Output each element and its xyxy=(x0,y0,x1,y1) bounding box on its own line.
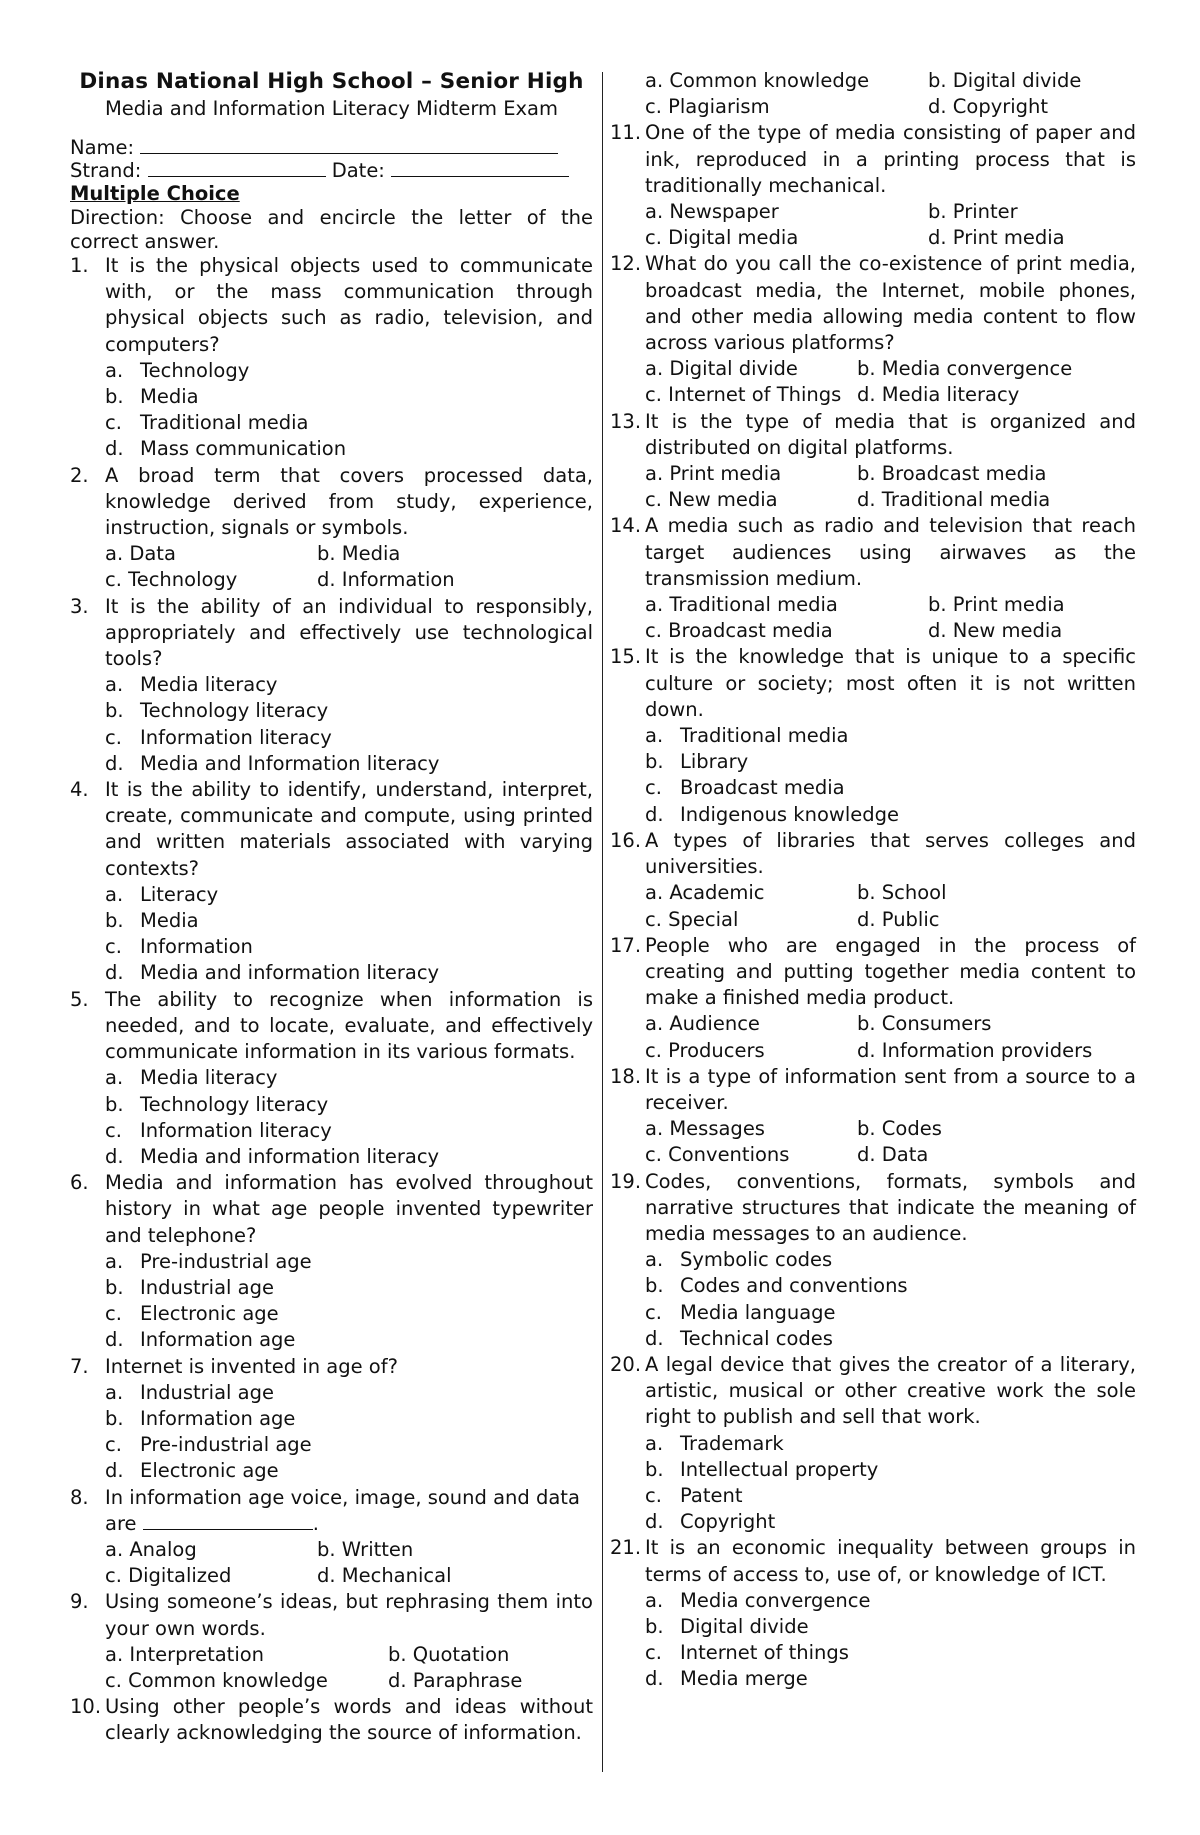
question-text: Using other people’s words and ideas without clearly acknowledging the source of information. xyxy=(105,1695,593,1745)
option[interactable]: d. Media and information literacy xyxy=(105,1144,440,1168)
question-text: What do you call the co-existence of print media, broadcast media, the Internet, mobile phones, and other media allowing media content to flow across various platforms? xyxy=(645,252,1136,355)
option[interactable]: c. Internet of things xyxy=(645,1641,849,1665)
option[interactable]: c. New media xyxy=(645,488,778,512)
question-text: A media such as radio and television that reach target audiences using airwaves as the transmission medium. xyxy=(645,514,1136,590)
option[interactable]: d. Media and information literacy xyxy=(105,961,440,985)
option[interactable]: d. Public xyxy=(857,907,940,931)
question-20: 20. A legal device that gives the creator of a literary, artistic, musical or other creative work the sole right to publish and sell that work. a. Trademark b. Intellectual property c. Patent d. Copyright xyxy=(610,1352,1136,1535)
option[interactable]: b. Written xyxy=(317,1537,414,1561)
question-text: Internet is invented in age of? xyxy=(105,1354,398,1378)
question-text: Codes, conventions, formats, symbols and narrative structures that indicate the meaning of media messages to an audience. xyxy=(645,1169,1136,1245)
question-text: It is the ability to identify, understand, interpret, create, communicate and compute, using printed and written materials associated with varying contexts? xyxy=(105,778,593,880)
option[interactable]: d. Traditional media xyxy=(857,488,1051,512)
question-text: It is the knowledge that is unique to a specific culture or society; most often it is not written down. xyxy=(645,645,1136,721)
question-16: 16. A types of libraries that serves colleges and universities. a. Academic b. School c. Special d. Public xyxy=(610,828,1136,933)
option[interactable]: d. Information providers xyxy=(857,1038,1093,1062)
option[interactable]: a. Literacy xyxy=(105,882,219,906)
option[interactable]: a. Data xyxy=(105,542,176,566)
option[interactable]: a. Messages xyxy=(645,1117,765,1141)
option[interactable]: a. Common knowledge xyxy=(645,69,870,92)
option[interactable]: d. Print media xyxy=(928,226,1065,250)
option[interactable]: d. Media and Information literacy xyxy=(105,751,440,775)
left-column xyxy=(70,68,593,1747)
question-19: 19. Codes, conventions, formats, symbols and narrative structures that indicate the meaning of media messages to an audience. a. Symbolic codes b. Codes and conventions c. Media language d. Technical codes xyxy=(610,1169,1136,1352)
option[interactable]: c. Information literacy xyxy=(105,725,332,749)
school-title: Dinas National High School – Senior High xyxy=(79,69,584,94)
right-column xyxy=(610,68,1136,1693)
question-text: It is a type of information sent from a source to a receiver. xyxy=(645,1064,1136,1114)
option[interactable]: d. Indigenous knowledge xyxy=(645,802,899,826)
option[interactable]: a. Media convergence xyxy=(645,1588,871,1612)
option[interactable]: a. Media literacy xyxy=(105,1066,278,1090)
option[interactable]: b. Printer xyxy=(928,200,1018,224)
question-text: People who are engaged in the process of creating and putting together media content to make a finished media product. xyxy=(645,933,1136,1010)
option[interactable]: b. Media xyxy=(105,909,199,933)
option[interactable]: b. Information age xyxy=(105,1406,296,1430)
option[interactable]: b. Codes xyxy=(857,1117,942,1141)
option[interactable]: c. Information literacy xyxy=(105,1118,332,1142)
question-11: 11. One of the type of media consisting of paper and ink, reproduced in a printing process that is traditionally mechanical. a. Newspaper b. Printer c. Digital media d. Print media xyxy=(610,120,1136,251)
option[interactable]: a. Trademark xyxy=(645,1431,784,1455)
option[interactable]: d. Mechanical xyxy=(317,1564,452,1588)
option[interactable]: b. Technology literacy xyxy=(105,699,329,723)
option[interactable]: d. Information xyxy=(317,568,455,592)
question-1: 1. It is the physical objects used to communicate with, or the mass communication through physical objects such as radio, television, and computers? a. Technology b. Media c. Traditional media d. Mass communication xyxy=(70,253,593,463)
question-17: 17. People who are engaged in the process of creating and putting together media content to make a finished media product. a. Audience b. Consumers c. Producers d. Information providers xyxy=(610,933,1136,1064)
section-title: Multiple Choice xyxy=(70,182,240,205)
question-text: A types of libraries that serves colleges and universities. xyxy=(645,828,1136,879)
option[interactable]: a. Academic xyxy=(645,881,765,905)
question-13: 13. It is the type of media that is organized and distributed on digital platforms. a. Print media b. Broadcast media c. New media d. Traditional media xyxy=(610,409,1136,514)
option[interactable]: b. Print media xyxy=(928,593,1065,617)
question-18: 18. It is a type of information sent from a source to a receiver. a. Messages b. Codes c. Conventions d. Data xyxy=(610,1064,1136,1169)
option[interactable]: d. Media merge xyxy=(645,1667,808,1691)
strand-blank[interactable] xyxy=(148,162,326,177)
option[interactable]: b. Digital divide xyxy=(645,1614,809,1638)
option[interactable]: c. Special xyxy=(645,907,739,931)
option[interactable]: b. Media convergence xyxy=(857,357,1073,381)
question-15: 15. It is the knowledge that is unique to a specific culture or society; most often it is not written down. a. Traditional media b. Library c. Broadcast media d. Indigenous knowledge xyxy=(610,644,1136,827)
date-blank[interactable] xyxy=(391,162,569,177)
option[interactable]: a. Print media xyxy=(645,462,782,486)
option[interactable]: a. Analog xyxy=(105,1537,197,1561)
option[interactable]: a. Media literacy xyxy=(105,673,278,697)
option[interactable]: c. Digital media xyxy=(645,226,799,250)
question-6: 6. Media and information has evolved throughout history in what age people invented typewriter and telephone? a. Pre-industrial age b. Industrial age c. Electronic age d. Information age xyxy=(70,1170,593,1353)
question-text: It is an economic inequality between groups in terms of access to, use of, or knowledge of ICT. xyxy=(645,1536,1136,1586)
exam-title: Media and Information Literacy Midterm Exam xyxy=(104,97,558,120)
option[interactable]: b. Codes and conventions xyxy=(645,1274,908,1298)
option[interactable]: b. School xyxy=(857,881,947,905)
question-10-options xyxy=(610,68,1136,120)
option[interactable]: a. Traditional media xyxy=(645,724,849,748)
option[interactable]: a. Audience xyxy=(645,1012,760,1036)
strand-date-field: Strand: Date: xyxy=(70,159,593,182)
question-text: A legal device that gives the creator of a literary, artistic, musical or other creative work the sole right to publish and sell that work. xyxy=(645,1352,1136,1429)
option[interactable]: b. Library xyxy=(645,750,749,774)
question-text: It is the type of media that is organized and distributed on digital platforms. xyxy=(645,409,1136,459)
question-text: A broad term that covers processed data, knowledge derived from study, experience, instruction, signals or symbols. xyxy=(105,463,593,540)
option[interactable]: d. New media xyxy=(928,619,1063,643)
option[interactable]: a. Traditional media xyxy=(645,593,838,617)
option[interactable]: c. Common knowledge xyxy=(105,1668,328,1692)
option[interactable]: a. Symbolic codes xyxy=(645,1248,833,1272)
option[interactable]: d. Media literacy xyxy=(857,383,1020,407)
option[interactable]: d. Data xyxy=(857,1143,929,1167)
option[interactable]: c. Pre-industrial age xyxy=(105,1433,312,1457)
option[interactable]: c. Electronic age xyxy=(105,1302,279,1326)
option[interactable]: a. Digital divide xyxy=(645,357,798,381)
question-text: It is the physical objects used to communicate with, or the mass communication through physical objects such as radio, television, and computers? xyxy=(105,254,593,356)
option[interactable]: c. Information xyxy=(105,935,253,959)
question-12: 12. What do you call the co-existence of print media, broadcast media, the Internet, mobile phones, and other media allowing media content to flow across various platforms? a. Digital divide b. Media convergence c. Internet of Things d. Media literacy xyxy=(610,251,1136,408)
column-divider xyxy=(602,72,603,1772)
option[interactable]: d. Copyright xyxy=(645,1510,776,1534)
question-text: It is the ability of an individual to responsibly, appropriately and effectively use technological tools? xyxy=(105,594,593,671)
option[interactable]: d. Information age xyxy=(105,1328,296,1352)
name-blank[interactable] xyxy=(140,139,558,154)
option[interactable]: a. Pre-industrial age xyxy=(105,1249,312,1273)
question-21: 21. It is an economic inequality between groups in terms of access to, use of, or knowledge of ICT. a. Media convergence b. Digital divide c. Internet of things d. Media merge xyxy=(610,1535,1136,1692)
option[interactable]: d. Copyright xyxy=(928,95,1049,119)
option[interactable]: c. Media language xyxy=(645,1300,836,1324)
answer-blank[interactable] xyxy=(143,1515,313,1530)
option[interactable]: d. Technical codes xyxy=(645,1326,833,1350)
option[interactable]: b. Quotation xyxy=(388,1642,510,1666)
option[interactable]: b. Intellectual property xyxy=(645,1457,879,1481)
option[interactable]: b. Broadcast media xyxy=(857,462,1047,486)
option[interactable]: c. Plagiarism xyxy=(645,95,770,119)
option[interactable]: d. Electronic age xyxy=(105,1459,279,1483)
option[interactable]: c. Technology xyxy=(105,568,238,592)
option[interactable]: c. Internet of Things xyxy=(645,383,842,407)
option[interactable]: b. Technology literacy xyxy=(105,1092,329,1116)
question-text: The ability to recognize when information is needed, and to locate, evaluate, and effectively communicate information in its various formats. xyxy=(105,987,593,1064)
direction-text: Direction: Choose and encircle the letter of the correct answer. xyxy=(70,206,593,253)
option[interactable]: c. Digitalized xyxy=(105,1564,232,1588)
question-text: One of the type of media consisting of paper and ink, reproduced in a printing process that is traditionally mechanical. xyxy=(645,121,1136,197)
option[interactable]: d. Mass communication xyxy=(105,437,347,461)
option[interactable]: b. Digital divide xyxy=(928,69,1082,92)
option[interactable]: b. Media xyxy=(317,542,401,566)
question-7: 7. Internet is invented in age of? a. Industrial age b. Information age c. Pre-industrial age d. Electronic age xyxy=(70,1354,593,1485)
option[interactable]: a. Interpretation xyxy=(105,1642,265,1666)
question-text: In information age voice, image, sound and data are xyxy=(105,1485,580,1535)
question-14: 14. A media such as radio and television that reach target audiences using airwaves as the transmission medium. a. Traditional media b. Print media c. Broadcast media d. New media xyxy=(610,513,1136,644)
name-field[interactable]: Name: xyxy=(70,136,593,159)
option[interactable]: a. Industrial age xyxy=(105,1380,274,1404)
option[interactable]: c. Conventions xyxy=(645,1143,790,1167)
option[interactable]: c. Patent xyxy=(645,1483,743,1507)
question-10: 10. Using other people’s words and ideas without clearly acknowledging the source of information. xyxy=(70,1694,593,1746)
question-8: 8. In information age voice, image, sound and data are . a. Analog b. Written c. Digitalized d. Mechanical xyxy=(70,1485,593,1590)
option[interactable]: a. Newspaper xyxy=(645,200,779,224)
option[interactable]: c. Traditional media xyxy=(105,411,309,435)
option[interactable]: c. Producers xyxy=(645,1038,765,1062)
question-9: 9. Using someone’s ideas, but rephrasing them into your own words. a. Interpretation b. Quotation c. Common knowledge d. Paraphrase xyxy=(70,1589,593,1694)
option[interactable]: a. Technology xyxy=(105,358,250,382)
option[interactable]: b. Media xyxy=(105,385,199,409)
question-text: Media and information has evolved throughout history in what age people invented typewriter and telephone? xyxy=(105,1171,593,1247)
option[interactable]: d. Paraphrase xyxy=(388,1668,523,1692)
question-3: 3. It is the ability of an individual to responsibly, appropriately and effectively use technological tools? a. Media literacy b. Technology literacy c. Information literacy d. Media and Information literacy xyxy=(70,594,593,777)
question-text: Using someone’s ideas, but rephrasing them into your own words. xyxy=(105,1590,593,1640)
question-5: 5. The ability to recognize when information is needed, and to locate, evaluate, and effectively communicate information in its various formats. a. Media literacy b. Technology literacy c. Information literacy d. Media and information literacy xyxy=(70,987,593,1170)
question-4: 4. It is the ability to identify, understand, interpret, create, communicate and compute, using printed and written materials associated with varying contexts? a. Literacy b. Media c. Information d. Media and information literacy xyxy=(70,777,593,987)
option[interactable]: b. Consumers xyxy=(857,1012,992,1036)
option[interactable]: b. Industrial age xyxy=(105,1275,274,1299)
option[interactable]: c. Broadcast media xyxy=(645,776,845,800)
option[interactable]: c. Broadcast media xyxy=(645,619,833,643)
question-2: 2. A broad term that covers processed data, knowledge derived from study, experience, instruction, signals or symbols. a. Data b. Media c. Technology d. Information xyxy=(70,463,593,594)
